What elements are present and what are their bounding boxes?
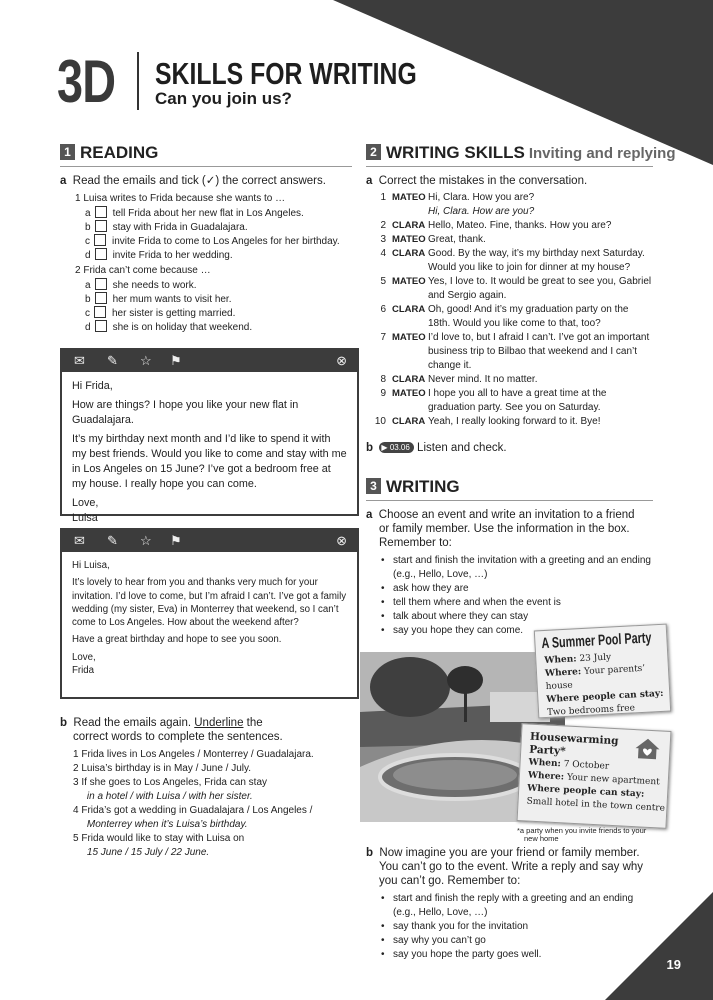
conversation-speaker: MATEO — [392, 276, 426, 287]
checkbox[interactable] — [95, 320, 107, 332]
checkbox[interactable] — [95, 248, 107, 260]
page-number: 19 — [666, 957, 681, 972]
envelope-icon: ✉ — [74, 353, 85, 368]
exercise-a-instruction: a Read the emails and tick (✓) the correct answers. — [60, 175, 326, 187]
checkbox[interactable] — [95, 206, 107, 218]
conversation-text: Yes, I love to. It would be great to see you, Gabriel — [428, 276, 652, 287]
question-2: 2 Frida can’t come because … — [75, 265, 211, 276]
conversation-text: Hi, Clara. How you are? — [428, 192, 535, 203]
bullet-item: • start and finish the reply with a greeting and an ending — [393, 892, 633, 906]
exercise-b-instruction-2: You can’t go to the event. Write a reply and say why — [379, 861, 644, 873]
card-stay-value: Two bedrooms free — [546, 703, 636, 718]
conversation-speaker: MATEO — [392, 332, 426, 343]
conversation-speaker: CLARA — [392, 374, 426, 385]
conversation-line-number: 8 — [380, 374, 386, 385]
edit-icon: ✎ — [107, 533, 118, 548]
section-rule — [60, 166, 352, 167]
email-toolbar — [62, 530, 357, 552]
exercise-b-listen: b ▶ 03.06 Listen and check. — [366, 442, 507, 454]
housewarming-party-card — [517, 723, 672, 829]
conversation-text: Hi, Clara. How are you? — [428, 206, 535, 217]
conversation-speaker: CLARA — [392, 416, 426, 427]
conversation-text: change it. — [428, 360, 472, 371]
conversation-text: Hello, Mateo. Fine, thanks. How you are? — [428, 220, 612, 231]
checkbox[interactable] — [94, 306, 106, 318]
email-toolbar — [62, 350, 357, 372]
card-stay-label: Where people can stay: — [546, 688, 664, 705]
footnote: *a party when you invite friends to your — [517, 826, 647, 835]
card-title-2: Party* — [528, 743, 566, 758]
card-stay-value: Small hotel in the town centre — [526, 796, 666, 814]
bullet-item-cont: (e.g., Hello, Love, …) — [393, 569, 488, 580]
conversation-text: business trip to Bilbao that weekend and I can’t — [428, 346, 638, 357]
section-writing-skills-heading: 2 WRITING SKILLS Inviting and replying — [366, 143, 676, 163]
card-title: Housewarming — [529, 730, 619, 748]
conversation-text: I hope you all to have a great time at the — [428, 388, 607, 399]
checkbox[interactable] — [95, 292, 107, 304]
conversation-text: Great, thank. — [428, 234, 486, 245]
unit-number: 3D — [57, 48, 116, 115]
play-icon: ▶ — [381, 443, 388, 452]
star-icon: ☆ — [140, 533, 152, 548]
email-body: Hi Luisa, It’s lovely to hear from you and thanks very much for your invitation. I’d love to come, but I’m afraid I can’t. I’ve got a family wedding (my sister, Eva) in Monterrey that weekend, so I can’t come to Los Angeles. How about the weekend after? Have a great birthday and hope to see you soon. Love, Frida — [72, 560, 347, 677]
page-title: SKILLS FOR WRITING — [155, 56, 417, 91]
star-icon: ☆ — [140, 353, 152, 368]
conversation-text: and Sergio again. — [428, 290, 507, 301]
b-item-2: 2 Luisa’s birthday is in May / June / July. — [73, 763, 252, 774]
conversation-speaker: CLARA — [392, 304, 426, 315]
b-item-4: 4 Frida’s got a wedding in Guadalajara / Los Angeles / — [73, 805, 313, 816]
section-rule — [366, 166, 653, 167]
q2-option-b[interactable]: b her mum wants to visit her. — [85, 294, 232, 305]
exercise-a-instruction-2: or family member. Use the information in the box. — [379, 523, 630, 535]
b-item-3: 3 If she goes to Los Angeles, Frida can stay — [73, 777, 268, 788]
conversation-line-number: 6 — [380, 304, 386, 315]
section-rule — [366, 500, 653, 501]
edit-icon: ✎ — [107, 353, 118, 368]
conversation-line-number: 3 — [380, 234, 386, 245]
summer-pool-party-card — [534, 624, 671, 719]
bullet-item: • say you hope the party goes well. — [393, 948, 541, 962]
conversation-speaker: MATEO — [392, 234, 426, 245]
exercise-a-instruction-3: Remember to: — [379, 537, 452, 549]
exercise-b-instruction-2: correct words to complete the sentences. — [73, 731, 283, 743]
conversation-text: Yeah, I really looking forward to it. Bye! — [428, 416, 601, 427]
conversation-line-number: 1 — [380, 192, 386, 203]
house-heart-icon — [633, 736, 662, 761]
card-where: Where: Your new apartment — [527, 770, 660, 788]
bullet-item: • say why you can’t go — [393, 934, 486, 948]
card-title: A Summer Pool Party — [541, 629, 652, 653]
question-1: 1 Luisa writes to Frida because she wants to … — [75, 193, 286, 204]
exercise-a-instruction: a Choose an event and write an invitation to a friend — [366, 509, 635, 521]
conversation-line-number: 2 — [380, 220, 386, 231]
close-icon: ⊗ — [336, 533, 347, 548]
checkbox[interactable] — [94, 234, 106, 246]
q2-option-a[interactable]: a she needs to work. — [85, 280, 197, 291]
bullet-item: • say thank you for the invitation — [393, 920, 528, 934]
conversation-line-number: 10 — [374, 416, 386, 427]
bullet-item-cont: (e.g., Hello, Love, …) — [393, 907, 488, 918]
exercise-b-instruction: b Now imagine you are your friend or family member. — [366, 847, 640, 859]
card-stay-label: Where people can stay: — [526, 783, 645, 800]
bullet-item: • start and finish the invitation with a greeting and an ending — [393, 554, 651, 568]
conversation-text: 18th. Would you like come to that, too? — [428, 318, 601, 329]
q2-option-d[interactable]: d she is on holiday that weekend. — [85, 322, 253, 333]
page-subtitle: Can you join us? — [155, 89, 292, 108]
card-when: When: 23 July — [544, 652, 612, 667]
checkbox[interactable] — [95, 220, 107, 232]
b-item-3-cont: in a hotel / with Luisa / with her sister. — [73, 791, 253, 802]
checkbox[interactable] — [95, 278, 107, 290]
conversation-line-number: 5 — [380, 276, 386, 287]
b-item-5: 5 Frida would like to stay with Luisa on — [73, 833, 245, 844]
section-reading-heading: 1 READING — [60, 143, 158, 163]
email-body: Hi Frida, How are things? I hope you like your new flat in Guadalajara. It’s my birthday next month and I’d like to spend it with my best friends. Would you like to come and stay with me in Los Angeles on 15 June? I’ve got a bedroom free at my house. I really hope you can come. Love, Luisa — [72, 380, 347, 524]
footer-corner-shape — [605, 892, 713, 1000]
conversation-text: Good. By the way, it’s my birthday next Saturday. — [428, 248, 645, 259]
footnote-2: new home — [524, 834, 559, 843]
b-item-1: 1 Frida lives in Los Angeles / Monterrey / Guadalajara. — [73, 749, 314, 760]
conversation-speaker: MATEO — [392, 192, 426, 203]
exercise-b-instruction-3: you can’t go. Remember to: — [379, 875, 521, 887]
exercise-a-instruction: a Correct the mistakes in the conversation. — [366, 175, 588, 187]
conversation-speaker: CLARA — [392, 248, 426, 259]
audio-badge[interactable]: ▶ 03.06 — [379, 442, 413, 453]
card-where: Where: Your parents’ house — [544, 663, 646, 692]
conversation-line-number: 4 — [380, 248, 386, 259]
conversation-text: Would you like to join for dinner at my house? — [428, 262, 631, 273]
section-writing-heading: 3 WRITING — [366, 477, 460, 497]
b-item-5-cont: 15 June / 15 July / 22 June. — [73, 847, 210, 858]
conversation-text: Never mind. It no matter. — [428, 374, 538, 385]
q2-option-c[interactable]: c her sister is getting married. — [85, 308, 236, 319]
bullet-item: • tell them where and when the event is — [393, 596, 561, 610]
header-divider — [137, 52, 139, 110]
bullet-item: • ask how they are — [393, 582, 469, 596]
q1-option-a[interactable]: a tell Frida about her new flat in Los Angeles. — [85, 208, 304, 219]
b-item-4-cont: Monterrey when it’s Luisa’s birthday. — [73, 819, 248, 830]
q1-option-c[interactable]: c invite Frida to come to Los Angeles for her birthday. — [85, 236, 340, 247]
envelope-icon: ✉ — [74, 533, 85, 548]
q1-option-b[interactable]: b stay with Frida in Guadalajara. — [85, 222, 248, 233]
email-frida — [60, 528, 359, 699]
conversation-text: I’d love to, but I afraid I can’t. I’ve got an important — [428, 332, 650, 343]
close-icon: ⊗ — [336, 353, 347, 368]
email-luisa — [60, 348, 359, 524]
conversation-line-number: 7 — [380, 332, 386, 343]
conversation-text: graduation party. See you on Saturday. — [428, 402, 601, 413]
conversation-speaker: MATEO — [392, 388, 426, 399]
card-when: When: 7 October — [528, 757, 610, 772]
conversation-speaker: CLARA — [392, 220, 426, 231]
q1-option-d[interactable]: d invite Frida to her wedding. — [85, 250, 233, 261]
flag-icon: ⚑ — [170, 533, 182, 548]
bullet-item: • talk about where they can stay — [393, 610, 528, 624]
conversation-line-number: 9 — [380, 388, 386, 399]
flag-icon: ⚑ — [170, 353, 182, 368]
conversation-text: Oh, good! And it’s my graduation party on the — [428, 304, 629, 315]
exercise-b-instruction: b Read the emails again. Underline the — [60, 717, 263, 729]
bullet-item: • say you hope they can come. — [393, 624, 523, 638]
